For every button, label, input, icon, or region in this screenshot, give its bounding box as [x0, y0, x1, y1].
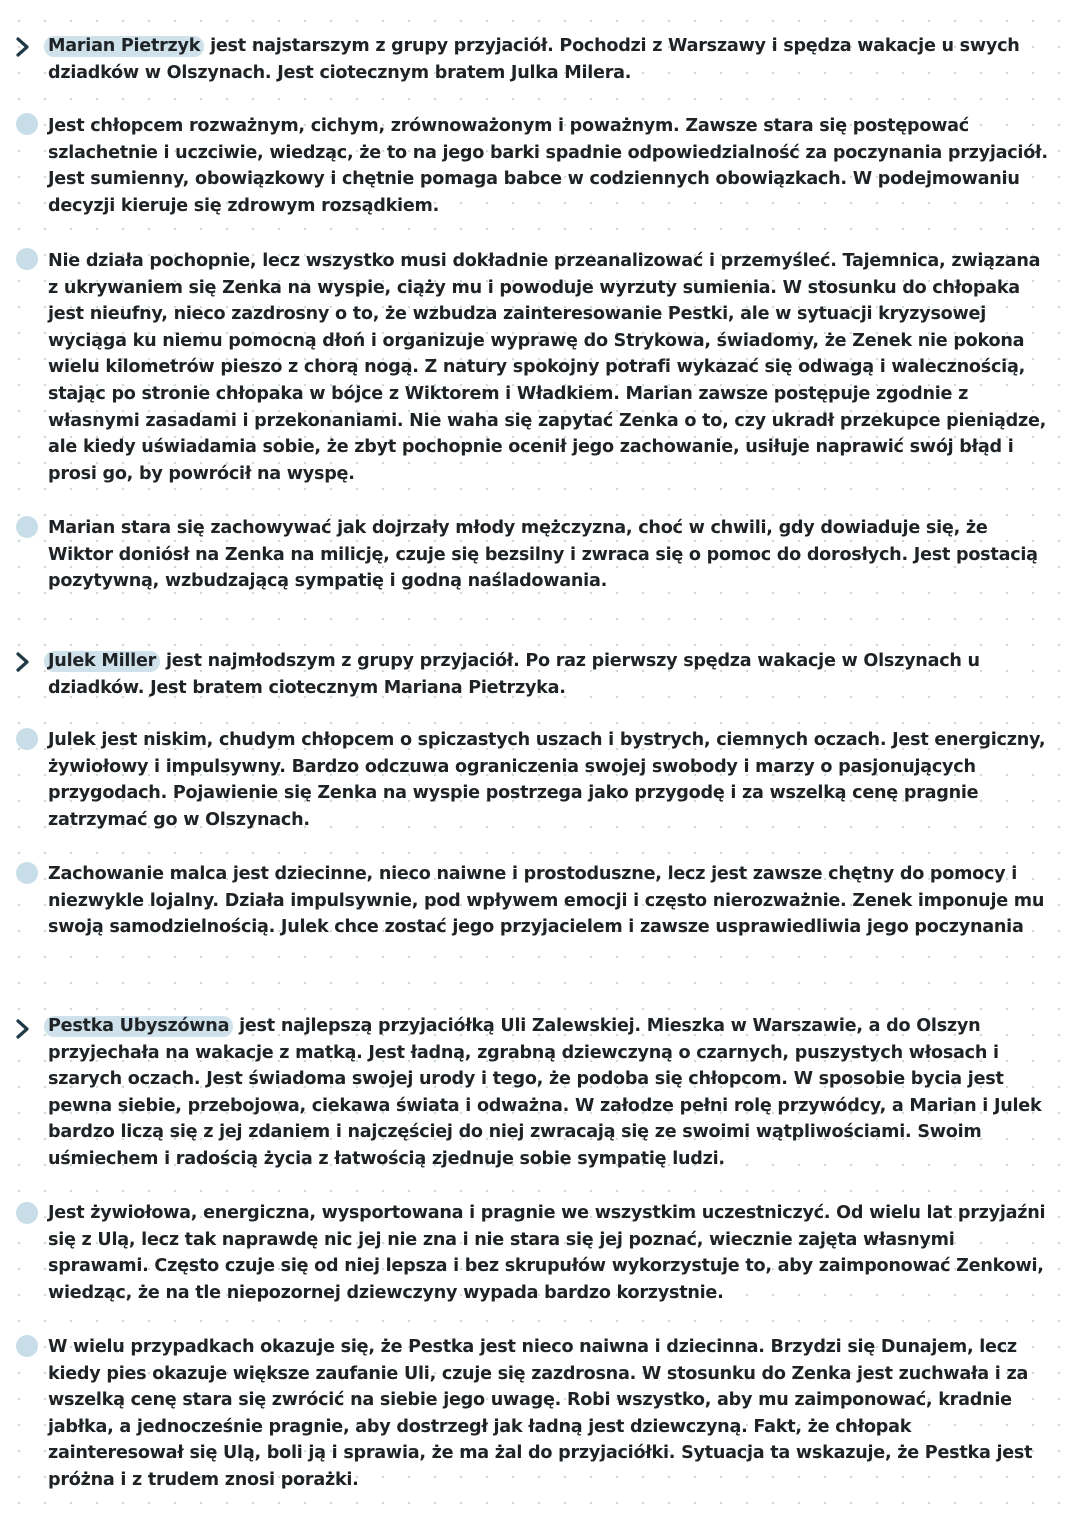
paragraph-marian-1: Jest chłopcem rozważnym, cichym, zrównoważonym i poważnym. Zawsze stara się postępować szlachetnie i uczciwie, wiedząc, że to na jego barki spadnie odpowiedzialność za poczynania przyjaciół. Jest sumienny, obowiązkowy i chętnie pomaga babce w codziennych obowiązkach. W podejmowaniu decyzji kieruje się zdrowym rozsądkiem.	[48, 116, 1048, 216]
chevron-right-icon	[10, 649, 36, 675]
bullet-dot-icon	[16, 248, 38, 270]
chevron-right-icon	[10, 1016, 36, 1042]
character-name-highlight: Pestka Ubyszówna	[44, 1016, 233, 1037]
bullet-dot-icon	[16, 113, 38, 135]
bullet-dot-icon	[16, 728, 38, 750]
bullet-dot-icon	[16, 862, 38, 884]
character-name-highlight: Julek Miller	[44, 651, 160, 672]
bullet-dot-icon	[16, 516, 38, 538]
paragraph-marian-2: Nie działa pochopnie, lecz wszystko musi dokładnie przeanalizować i przemyśleć. Tajemnica, związana z ukrywaniem się Zenka na wyspie, ciąży mu i powoduje wyrzuty sumienia. W stosunku do chłopaka jest nieufny, nieco zazdrosny o to, że wzbudza zainteresowanie Pestki, ale w sytuacji kryzysowej wyciąga ku niemu pomocną dłoń i organizuje wyprawę do Strykowa, świadomy, że Zenek nie pokona wielu kilometrów pieszo z chorą nogą. Z natury spokojny potrafi wykazać się odwagą i walecznością, stając po stronie chłopaka w bójce z Wiktorem i Władkiem. Marian zawsze postępuje zgodnie z własnymi zasadami i przekonaniami. Nie waha się zapytać Zenka o to, czy ukradł przekupce pieniądze, ale kiedy uświadamia sobie, że zbyt pochopnie ocenił jego zachowanie, usiłuje naprawić swój błąd i prosi go, by powrócił na wyspę.	[48, 251, 1047, 484]
intro-text: jest najmłodszym z grupy przyjaciół. Po raz pierwszy spędza wakacje w Olszynach u dziadków. Jest bratem ciotecznym Mariana Pietrzyka.	[48, 651, 980, 698]
section-intro-julek	[48, 648, 1050, 701]
intro-text: jest najlepszą przyjaciółką Uli Zalewskiej. Mieszka w Warszawie, a do Olszyn przyjechała na wakacje z matką. Jest ładną, zgrabną dziewczyną o czarnych, puszystych włosach i szarych oczach. Jest świadoma swojej urody i tego, że podoba się chłopcom. W sposobie bycia jest pewna siebie, przebojowa, ciekawa świata i odważna. W załodze pełni rolę przywódcy, a Marian i Julek bardzo liczą się z jej zdaniem i najczęściej do niej zwracają się ze swoimi wątpliwościami. Swoim uśmiechem i radością życia z łatwością zjednuje sobie sympatię ludzi.	[48, 1016, 1042, 1169]
paragraph-pestka-2: W wielu przypadkach okazuje się, że Pestka jest nieco naiwna i dziecinna. Brzydzi się Dunajem, lecz kiedy pies okazuje większe zaufanie Uli, czuje się zazdrosna. W stosunku do Zenka jest zuchwała i za wszelką cenę stara się zwrócić na siebie jego uwagę. Robi wszystko, aby mu zaimponować, kradnie jabłka, a jednocześnie pragnie, aby dostrzegł jak ładną jest dziewczyną. Fakt, że chłopak zainteresował się Ulą, boli ją i sprawia, że ma żal do przyjaciółki. Sytuacja ta wskazuje, że Pestka jest próżna i z trudem znosi porażki.	[48, 1337, 1033, 1490]
paragraph-julek-2: Zachowanie malca jest dziecinne, nieco naiwne i prostoduszne, lecz jest zawsze chętny do pomocy i niezwykle lojalny. Działa impulsywnie, pod wpływem emocji i często nierozważnie. Zenek imponuje mu swoją samodzielnością. Julek chce zostać jego przyjacielem i zawsze usprawiedliwia jego poczynania	[48, 864, 1045, 938]
section-intro-marian	[48, 33, 1050, 86]
bullet-dot-icon	[16, 1202, 38, 1224]
intro-text: jest najstarszym z grupy przyjaciół. Pochodzi z Warszawy i spędza wakacje u swych dziadków w Olszynach. Jest ciotecznym bratem Julka Milera.	[48, 36, 1020, 83]
paragraph-julek-1: Julek jest niskim, chudym chłopcem o spiczastych uszach i bystrych, ciemnych oczach. Jest energiczny, żywiołowy i impulsywny. Bardzo odczuwa ograniczenia swojej swobody i marzy o pasjonujących przygodach. Pojawienie się Zenka na wyspie postrzega jako przygodę i za wszelką cenę pragnie zatrzymać go w Olszynach.	[48, 730, 1046, 830]
bullet-dot-icon	[16, 1335, 38, 1357]
section-intro-pestka	[48, 1013, 1050, 1173]
paragraph-pestka-1: Jest żywiołowa, energiczna, wysportowana i pragnie we wszystkim uczestniczyć. Od wielu lat przyjaźni się z Ulą, lecz tak naprawdę nic jej nie zna i nie stara się jej poznać, wiecznie zajęta własnymi sprawami. Często czuje się od niej lepsza i bez skrupułów wykorzystuje to, aby zaimponować Zenkowi, wiedząc, że na tle niepozornej dziewczyny wypada bardzo korzystnie.	[48, 1203, 1046, 1303]
chevron-right-icon	[10, 34, 36, 60]
character-name-highlight: Marian Pietrzyk	[44, 36, 204, 57]
paragraph-marian-3: Marian stara się zachowywać jak dojrzały młody mężczyzna, choć w chwili, gdy dowiaduje się, że Wiktor doniósł na Zenka na milicję, czuje się bezsilny i zwraca się o pomoc do dorosłych. Jest postacią pozytywną, wzbudzającą sympatię i godną naśladowania.	[48, 518, 1038, 592]
